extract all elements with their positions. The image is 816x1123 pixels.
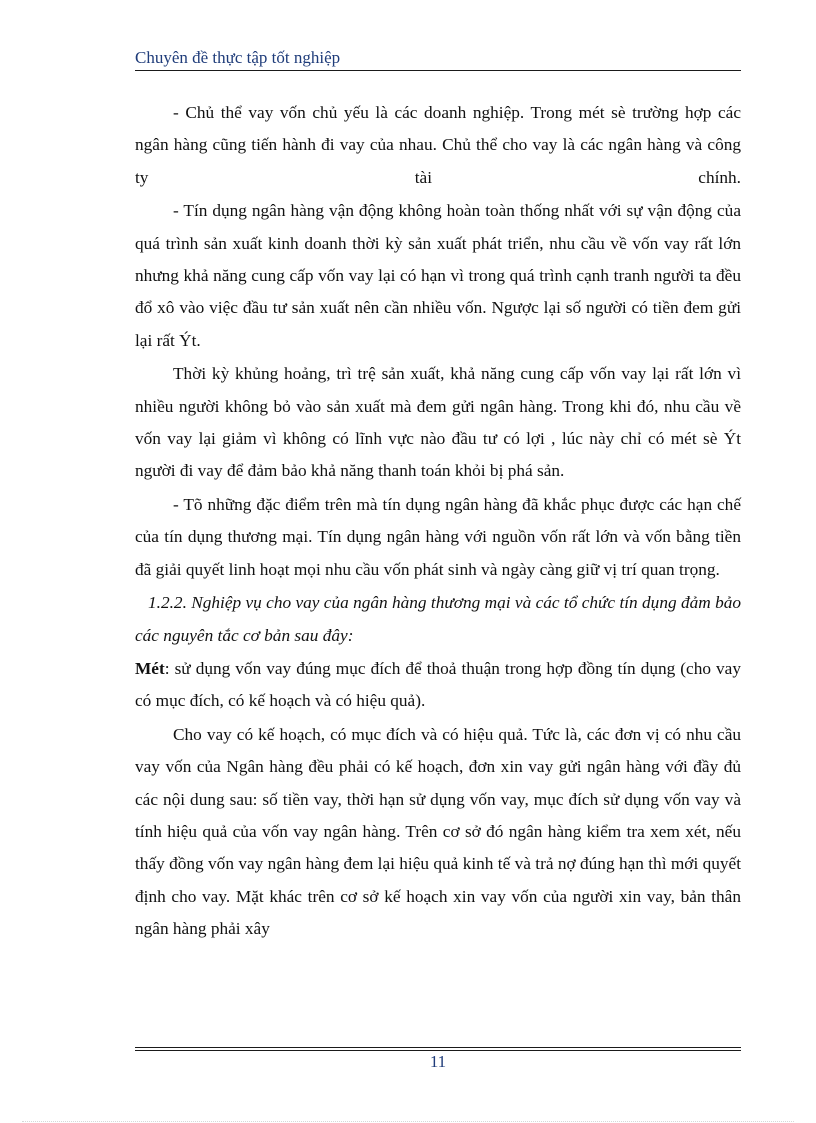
principle-lead: Mét (135, 658, 165, 678)
document-body (135, 97, 741, 946)
footer-divider-bottom (135, 1050, 741, 1051)
paragraph-borrower-subjects: - Chủ thể vay vốn chủ yếu là các doanh nghiệp. Trong mét sè trường hợp các ngân hàng cũng tiến hành đi vay của nhau. Chủ thể cho vay là các ngân hàng và công ty tài chính. (135, 103, 741, 187)
paragraph-principle-one (135, 653, 741, 718)
header-title: Chuyên đề thực tập tốt nghiệp (135, 48, 341, 67)
paragraph-credit-movement: - Tín dụng ngân hàng vận động không hoàn toàn thống nhất với sự vận động của quá trình sản xuất kinh doanh thời kỳ sản xuất phát triển, nhu cầu về vốn vay rất lớn nhưng khả năng cung cấp vốn vay lại có hạn vì trong quá trình cạnh tranh người ta đều đổ xô vào việc đầu tư sản xuất nên cần nhiều vốn. Ngược lại số người có tiền đem gửi lại rất Ýt. (135, 201, 741, 350)
paragraph-crisis-period: Thời kỳ khủng hoảng, trì trệ sản xuất, khả năng cung cấp vốn vay lại rất lớn vì nhiều người không bỏ vào sản xuất mà đem gửi ngân hàng. Trong khi đó, nhu cầu về vốn vay lại giảm vì không có lĩnh vực nào đầu tư có lợi , lúc này chỉ có mét sè Ýt người đi vay để đảm bảo khả năng thanh toán khỏi bị phá sản. (135, 364, 741, 481)
footer-divider-top (135, 1047, 741, 1048)
principle-text: : sử dụng vốn vay đúng mục đích để thoả thuận trong hợp đồng tín dụng (cho vay có mục đích, có kế hoạch và có hiệu quả). (135, 658, 741, 711)
header-divider (135, 70, 741, 71)
page-number: 11 (429, 1052, 447, 1071)
paragraph-planned-lending: Cho vay có kế hoạch, có mục đích và có hiệu quả. Tức là, các đơn vị có nhu cầu vay vốn của Ngân hàng đều phải có kế hoạch, đơn xin vay gửi ngân hàng với đầy đủ các nội dung sau: số tiền vay, thời hạn sử dụng vốn vay, mục đích sử dụng vốn vay và tính hiệu quả của vốn vay ngân hàng. Trên cơ sở đó ngân hàng kiểm tra xem xét, nếu thấy đồng vốn vay ngân hàng đem lại hiệu quả kinh tế và trả nợ đúng hạn thì mới quyết định cho vay. Mặt khác trên cơ sở kế hoạch xin vay vốn của người xin vay, bản thân ngân hàng phải xây (135, 724, 741, 939)
page-edge-divider (22, 1121, 794, 1122)
page-header (135, 48, 741, 74)
paragraph-credit-advantages: - Tõ những đặc điểm trên mà tín dụng ngân hàng đã khắc phục được các hạn chế của tín dụng thương mại. Tín dụng ngân hàng với nguồn vốn rất lớn và vốn bằng tiền đã giải quyết linh hoạt mọi nhu cầu vốn phát sinh và ngày càng giữ vị trí quan trọng. (135, 494, 741, 579)
section-heading: 1.2.2. Nghiệp vụ cho vay của ngân hàng thương mại và các tổ chức tín dụng đảm bảo các nguyên tắc cơ bản sau đây: (135, 593, 741, 645)
